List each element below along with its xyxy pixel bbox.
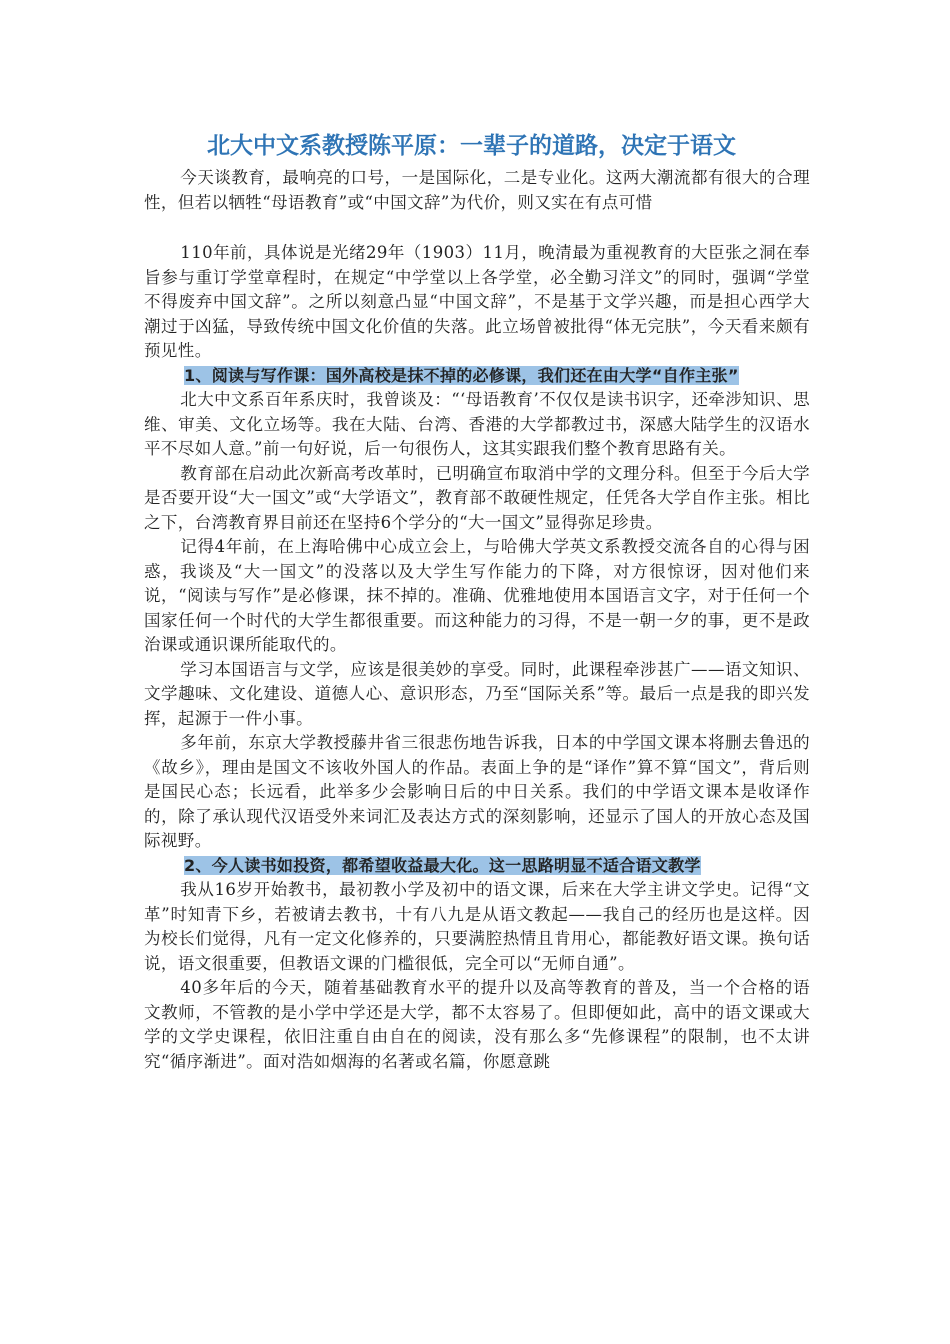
paragraph-gap: [144, 215, 810, 241]
section2-paragraph-2: 40多年后的今天，随着基础教育水平的提升以及高等教育的普及，当一个合格的语文教师，不管教的是小学中学还是大学，都不太容易了。但即便如此，高中的语文课或大学的文学史课程，依旧注重自由自在的阅读，没有那么多“先修课程”的限制，也不太讲究“循序渐进”。面对浩如烟海的名著或名篇，你愿意跳: [144, 978, 810, 1071]
section1-paragraph-1: 北大中文系百年系庆时，我曾谈及：“‘母语教育’不仅仅是读书识字，还牵涉知识、思维、审美、文化立场等。我在大陆、台湾、香港的大学都教过书，深感大陆学生的汉语水平不尽如人意。”前一句好说，后一句很伤人，这其实跟我们整个教育思路有关。: [144, 390, 810, 458]
section1-paragraph-3: 记得4年前，在上海哈佛中心成立会上，与哈佛大学英文系教授交流各自的心得与困惑，我谈及“大一国文”的没落以及大学生写作能力的下降，对方很惊讶，因对他们来说，“阅读与写作”是必修课，抹不掉的。准确、优雅地使用本国语言文字，对于任何一个国家任何一个时代的大学生都很重要。而这种能力的习得，不是一朝一夕的事，更不是政治课或通识课所能取代的。: [144, 537, 810, 654]
section-heading-1: [144, 364, 810, 389]
section-heading-1-text: 1、阅读与写作课：国外高校是抹不掉的必修课，我们还在由大学“自作主张”: [184, 365, 739, 385]
intro-paragraph: 今天谈教育，最响亮的口号，一是国际化，二是专业化。这两大潮流都有很大的合理性，但若以牺牲“母语教育”或“中国文辞”为代价，则又实在有点可惜: [144, 168, 810, 212]
section-heading-2-text: 2、今人读书如投资，都希望收益最大化。这一思路明显不适合语文教学: [184, 855, 701, 875]
section1-paragraph-4: 学习本国语言与文学，应该是很美妙的享受。同时，此课程牵涉甚广——语文知识、文学趣味、文化建设、道德人心、意识形态，乃至“国际关系”等。最后一点是我的即兴发挥，起源于一件小事。: [144, 659, 810, 728]
section2-paragraph-1: 我从16岁开始教书，最初教小学及初中的语文课，后来在大学主讲文学史。记得“文革”时知青下乡，若被请去教书，十有八九是从语文教起——我自己的经历也是这样。因为校长们觉得，凡有一定文化修养的，只要满腔热情且肯用心，都能教好语文课。换句话说，语文很重要，但教语文课的门槛很低，完全可以“无师自通”。: [144, 880, 810, 973]
section-heading-2: [144, 854, 810, 879]
section1-paragraph-2: 教育部在启动此次新高考改革时，已明确宣布取消中学的文理分科。但至于今后大学是否要开设“大一国文”或“大学语文”，教育部不敢硬性规定，任凭各大学自作主张。相比之下，台湾教育界目前还在坚持6个学分的“大一国文”显得弥足珍贵。: [144, 463, 810, 532]
article-title: 北大中文系教授陈平原：一辈子的道路，决定于语文: [207, 133, 736, 159]
section1-paragraph-5: 多年前，东京大学教授藤井省三很悲伤地告诉我，日本的中学国文课本将删去鲁迅的《故乡》，理由是国文不该收外国人的作品。表面上争的是“译作”算不算“国文”，背后则是国民心态；长远看，此举多少会影响日后的中日关系。我们的中学语文课本是收译作的，除了承认现代汉语受外来词汇及表达方式的深刻影响，还显示了国人的开放心态及国际视野。: [144, 733, 810, 850]
history-paragraph: 110年前，具体说是光绪29年（1903）11月，晚清最为重视教育的大臣张之洞在奉旨参与重订学堂章程时，在规定“中学堂以上各学堂，必全勤习洋文”的同时，强调“学堂不得废弃中国文辞”。之所以刻意凸显“中国文辞”，不是基于文学兴趣，而是担心西学大潮过于凶猛，导致传统中国文化价值的失落。此立场曾被批得“体无完肤”，今天看来颇有预见性。: [144, 243, 810, 360]
